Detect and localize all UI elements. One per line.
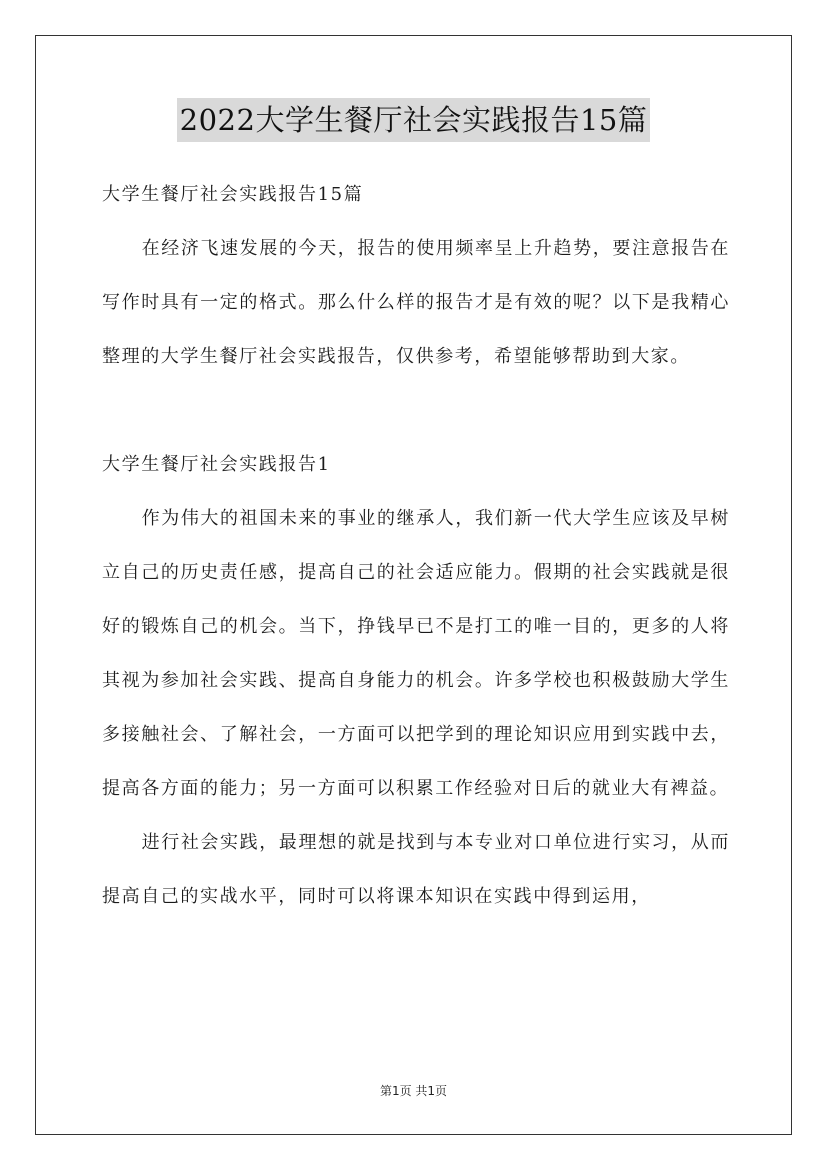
document-body — [102, 168, 730, 924]
intro-paragraph: 在经济飞速发展的今天，报告的使用频率呈上升趋势，要注意报告在写作时具有一定的格式。那么什么样的报告才是有效的呢？以下是我精心整理的大学生餐厅社会实践报告，仅供参考，希望能够帮助到大家。 — [102, 238, 730, 367]
section-heading: 大学生餐厅社会实践报告1 — [102, 454, 331, 475]
section-gap — [102, 384, 730, 438]
document-title: 2022大学生餐厅社会实践报告15篇 — [177, 98, 651, 142]
page-footer: 第1页 共1页 — [379, 1084, 448, 1098]
body-paragraph: 进行社会实践，最理想的就是找到与本专业对口单位进行实习，从而提高自己的实战水平，同时可以将课本知识在实践中得到运用， — [102, 832, 730, 907]
body-paragraph: 作为伟大的祖国未来的事业的继承人，我们新一代大学生应该及早树立自己的历史责任感，提高自己的社会适应能力。假期的社会实践就是很好的锻炼自己的机会。当下，挣钱早已不是打工的唯一目的，更多的人将其视为参加社会实践、提高自身能力的机会。许多学校也积极鼓励大学生多接触社会、了解社会，一方面可以把学到的理论知识应用到实践中去，提高各方面的能力；另一方面可以积累工作经验对日后的就业大有裨益。 — [102, 508, 730, 799]
document-subtitle: 大学生餐厅社会实践报告15篇 — [102, 184, 364, 205]
title-wrap — [0, 98, 827, 142]
